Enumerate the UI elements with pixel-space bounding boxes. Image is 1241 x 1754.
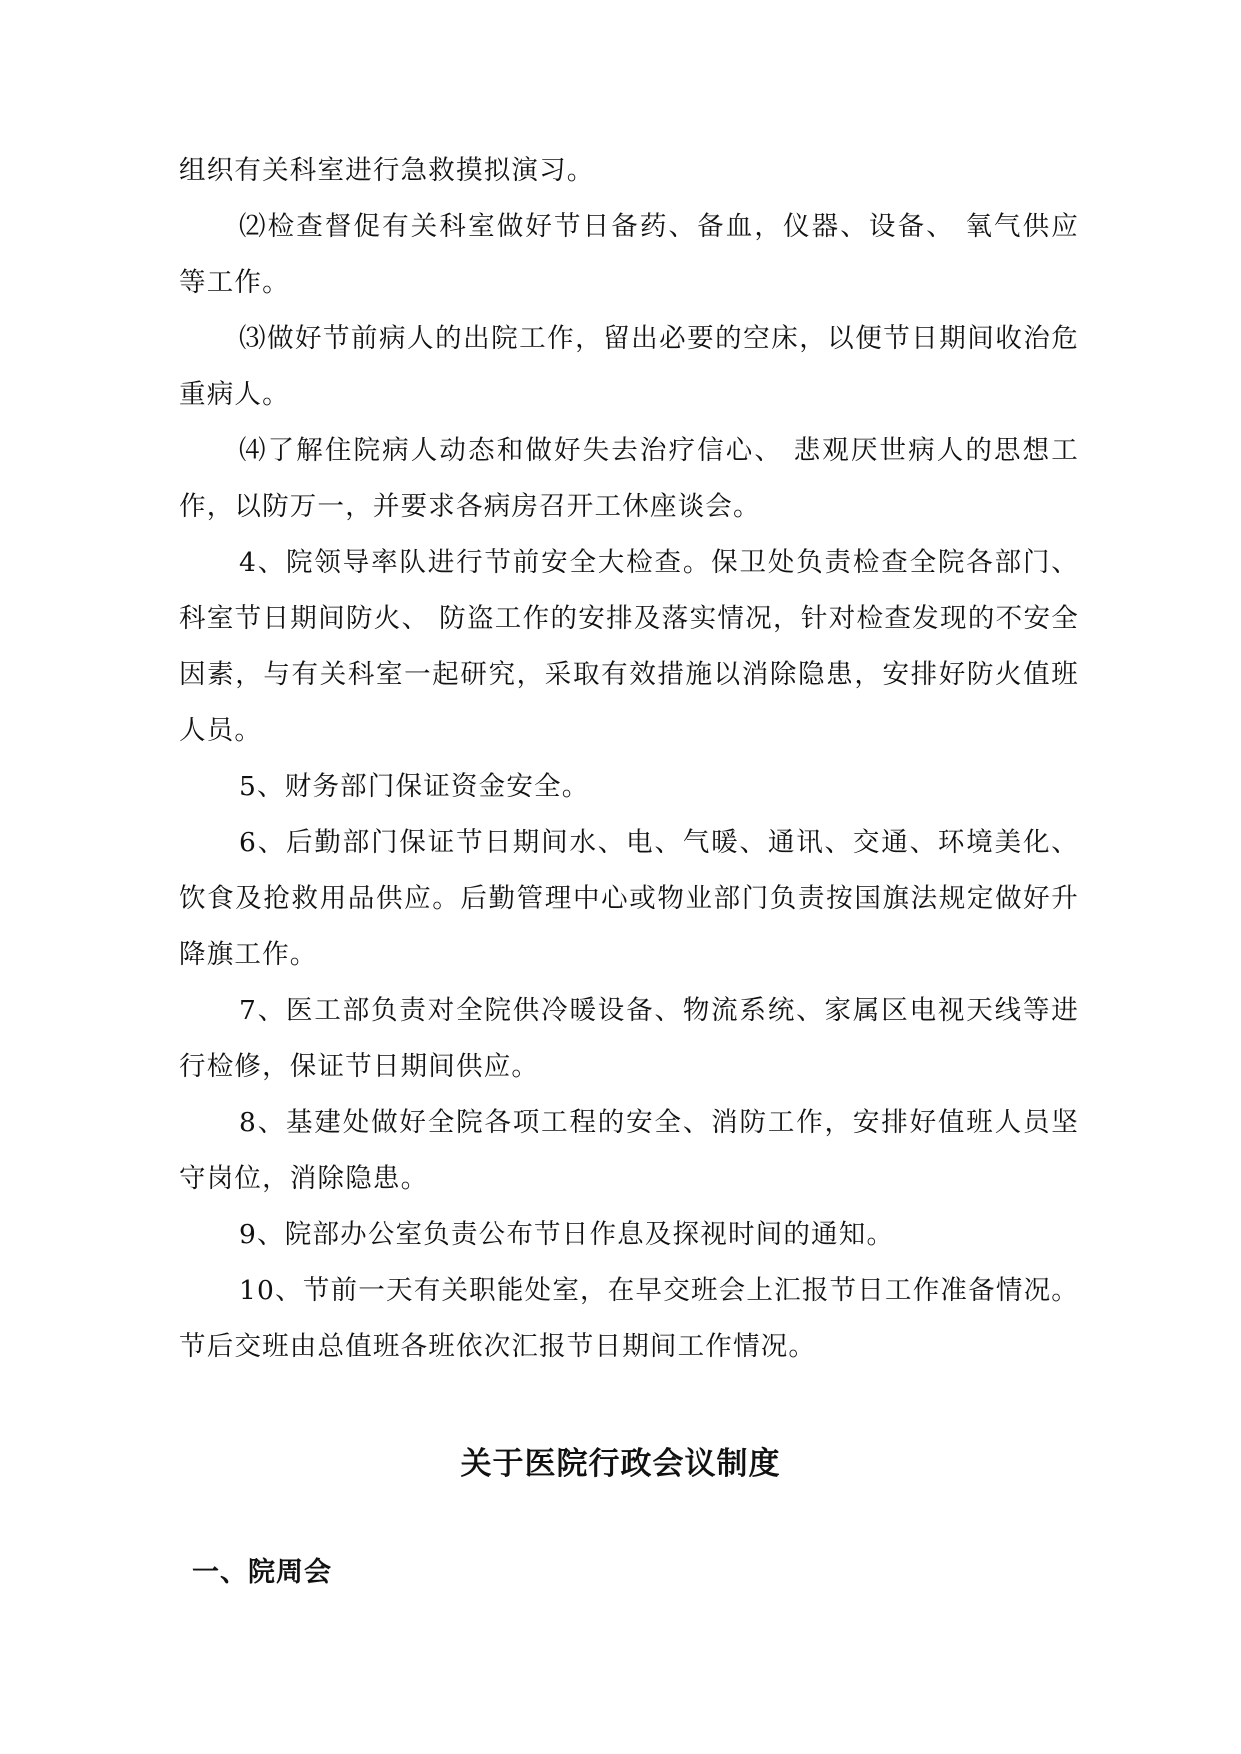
document-title: 关于医院行政会议制度 xyxy=(460,1446,781,1482)
paragraph-point-7: 7、医工部负责对全院供冷暖设备、物流系统、家属区电视天线等进行检修，保证节日期间供应。 xyxy=(179,995,1079,1082)
body-text xyxy=(179,143,1079,1375)
paragraph-item-3: ⑶做好节前病人的出院工作，留出必要的空床，以便节日期间收治危重病人。 xyxy=(179,323,1079,410)
paragraph-point-10: 10、节前一天有关职能处室，在早交班会上汇报节日工作准备情况。节后交班由总值班各班依次汇报节日期间工作情况。 xyxy=(179,1275,1079,1362)
paragraph-point-9: 9、院部办公室负责公布节日作息及探视时间的通知。 xyxy=(239,1219,895,1250)
paragraph-point-6: 6、后勤部门保证节日期间水、电、气暖、通讯、交通、环境美化、饮食及抢救用品供应。后勤管理中心或物业部门负责按国旗法规定做好升降旗工作。 xyxy=(179,827,1079,970)
paragraph-point-8: 8、基建处做好全院各项工程的安全、消防工作，安排好值班人员坚守岗位，消除隐患。 xyxy=(179,1107,1079,1194)
paragraph-continuation: 组织有关科室进行急救摸拟演习。 xyxy=(179,155,595,186)
paragraph-item-4: ⑷了解住院病人动态和做好失去治疗信心、 悲观厌世病人的思想工作，以防万一，并要求各病房召开工休座谈会。 xyxy=(179,435,1079,522)
paragraph-item-2: ⑵检查督促有关科室做好节日备药、备血，仪器、设备、 氧气供应等工作。 xyxy=(179,211,1079,298)
paragraph-point-4: 4、院领导率队进行节前安全大检查。保卫处负责检查全院各部门、科室节日期间防火、 防盗工作的安排及落实情况，针对检查发现的不安全因素，与有关科室一起研究，采取有效措施以消除隐患，安排好防火值班人员。 xyxy=(179,547,1079,746)
paragraph-point-5: 5、财务部门保证资金安全。 xyxy=(239,771,590,802)
section-heading: 一、院周会 xyxy=(192,1557,332,1588)
